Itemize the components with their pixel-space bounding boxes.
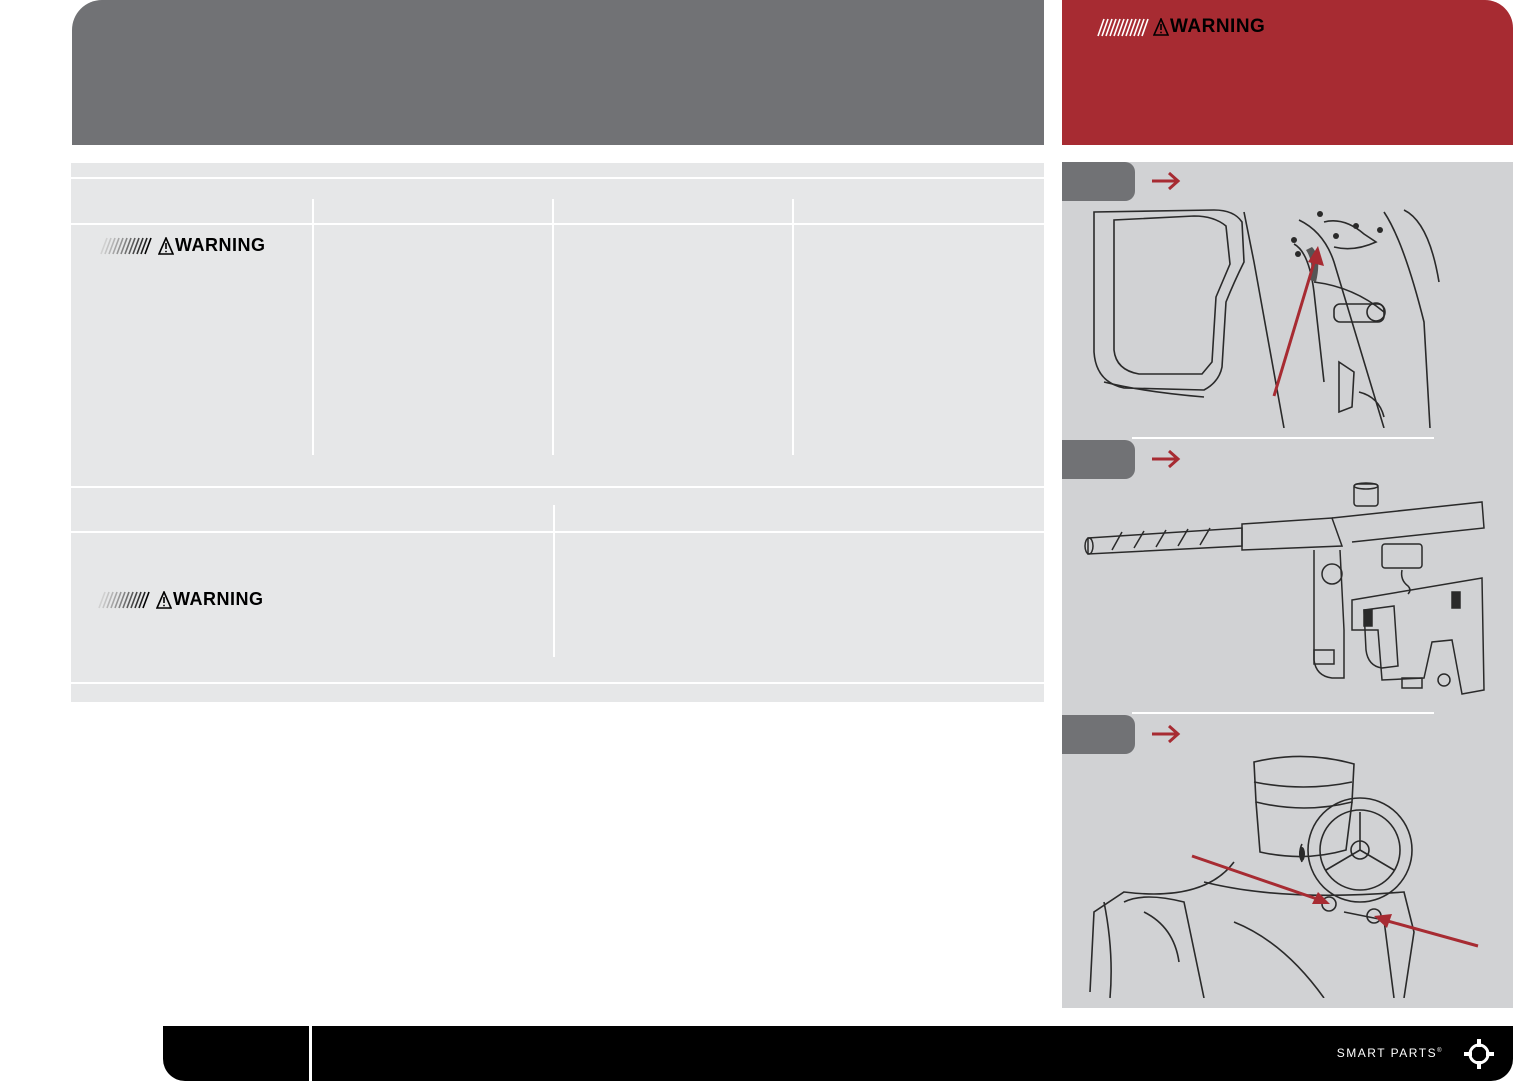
warning-stripes-icon <box>97 591 155 609</box>
footer-bar <box>163 1026 1513 1081</box>
table-warning-label: WARNING <box>173 589 264 609</box>
footer-divider <box>309 1026 312 1081</box>
body-screws-illustration <box>1084 752 1484 998</box>
table-rule <box>71 682 1044 684</box>
table-rule <box>71 531 1044 533</box>
table-warning-1 <box>99 235 266 256</box>
step-tab-3 <box>1062 715 1135 754</box>
table-warning-label: WARNING <box>175 235 266 255</box>
header-title-block <box>72 0 1044 145</box>
illustration-panel <box>1062 162 1513 1008</box>
right-arrow-icon <box>1150 170 1182 192</box>
step-tab-2 <box>1062 440 1135 479</box>
header-warning-label: WARNING <box>1170 16 1266 37</box>
column-divider <box>792 199 794 455</box>
step-separator <box>1132 712 1434 714</box>
main-table-panel <box>71 163 1044 702</box>
warning-triangle-icon <box>158 237 174 255</box>
table-rule <box>71 177 1044 179</box>
table-rule <box>71 486 1044 488</box>
right-arrow-icon <box>1150 723 1182 745</box>
brand-mark: ® <box>1437 1048 1443 1054</box>
table-rule <box>71 223 1044 225</box>
warning-stripes-icon <box>99 237 157 255</box>
right-arrow-icon <box>1150 448 1182 470</box>
step-tab-1 <box>1062 162 1135 201</box>
header-warning-block <box>1062 0 1513 145</box>
step-separator <box>1132 437 1434 439</box>
warning-triangle-icon <box>156 591 172 609</box>
warning-stripes-icon <box>1096 17 1152 37</box>
pointer-arrow-icon <box>1262 242 1332 402</box>
header-warning <box>1096 16 1265 38</box>
table-warning-2 <box>97 589 264 610</box>
brand-name <box>1337 1046 1443 1060</box>
crosshair-logo-icon <box>1463 1038 1495 1070</box>
marker-disassembly-illustration <box>1082 480 1490 702</box>
column-divider <box>553 505 555 657</box>
brand-text: SMART PARTS <box>1336 1046 1438 1060</box>
column-divider <box>312 199 314 455</box>
column-divider <box>552 199 554 455</box>
warning-triangle-icon <box>1153 18 1169 36</box>
